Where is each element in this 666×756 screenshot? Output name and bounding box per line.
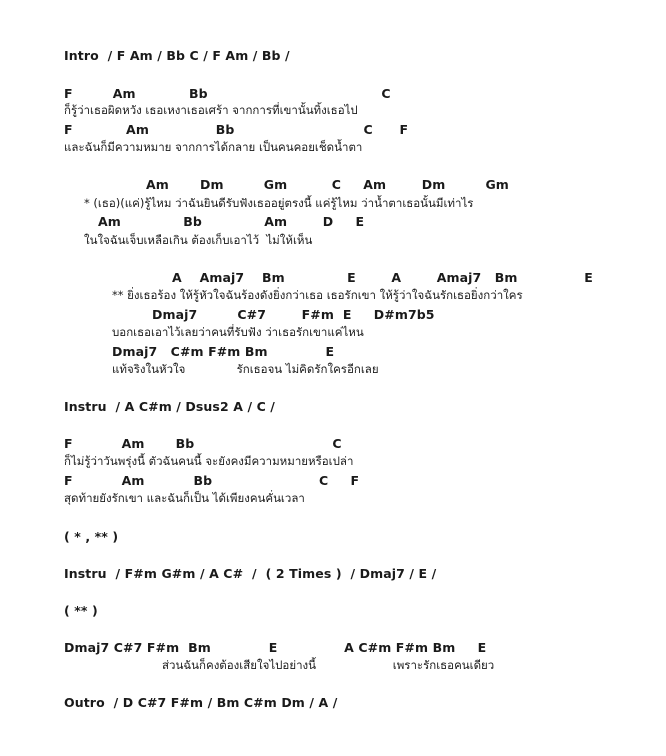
lyric-line: ก็ไม่รู้ว่าวันพรุ่งนี้ ตัวฉันคนนี้ จะยังคงมีความหมายหรือเปล่า — [64, 454, 354, 468]
chord-line: A Amaj7 Bm E A Amaj7 Bm E — [172, 270, 593, 285]
lyric-line: แท้จริงในหัวใจ รักเธอจน ไม่คิดรักใครอีกเลย — [112, 362, 379, 376]
chord-line: F Am Bb C — [64, 86, 391, 101]
lyric-line: ** ยิ่งเธอร้อง ให้รู้หัวใจฉันร้องดังยิ่งกว่าเธอ เธอรักเขา ให้รู้ว่าใจฉันรักเธอยิ่งกว่าใคร — [112, 288, 523, 302]
chord-line: Am Dm Gm C Am Dm Gm — [146, 177, 509, 192]
chord-line: Am Bb Am D E — [98, 214, 365, 229]
lyric-line: บอกเธอเอาไว้เลยว่าคนที่รับฟัง ว่าเธอรักเขาแค่ไหน — [112, 325, 364, 339]
lyric-line: สุดท้ายยังรักเขา และฉันก็เป็น ได้เพียงคนคั่นเวลา — [64, 491, 305, 505]
lyric-line: ก็รู้ว่าเธอผิดหวัง เธอเหงาเธอเศร้า จากการที่เขานั้นทิ้งเธอไป — [64, 103, 358, 117]
chord-line: F Am Bb C F — [64, 473, 360, 488]
outro-line: Outro / D C#7 F#m / Bm C#m Dm / A / — [64, 695, 338, 710]
lyric-line: และฉันก็มีความหมาย จากการได้กลาย เป็นคนคอยเช็ดน้ำตา — [64, 140, 363, 154]
lyric-line: ส่วนฉันก็คงต้องเสียใจไปอย่างนี้ เพราะรักเธอคนเดียว — [162, 658, 495, 672]
instrumental-line: Instru / A C#m / Dsus2 A / C / — [64, 399, 275, 414]
repeat-marker: ( * , ** ) — [64, 529, 119, 544]
repeat-marker: ( ** ) — [64, 603, 98, 618]
lyric-line: * (เธอ)(แค่)รู้ไหม ว่าฉันยินดีรับฟังเธออยู่ตรงนี้ แค่รู้ไหม ว่าน้ำตาเธอนั้นมีเท่าไร — [84, 196, 474, 210]
intro-line: Intro / F Am / Bb C / F Am / Bb / — [64, 48, 290, 63]
chord-line: Dmaj7 C#m F#m Bm E — [112, 344, 335, 359]
chord-line: Dmaj7 C#7 F#m Bm E A C#m F#m Bm E — [64, 640, 487, 655]
chord-line: F Am Bb C F — [64, 122, 409, 137]
lyric-line: ในใจฉันเจ็บเหลือเกิน ต้องเก็บเอาไว้ ไม่ให้เห็น — [84, 233, 313, 247]
instrumental-line: Instru / F#m G#m / A C# / ( 2 Times ) / Dmaj7 / E / — [64, 566, 437, 581]
chord-line: Dmaj7 C#7 F#m E D#m7b5 — [152, 307, 435, 322]
chord-line: F Am Bb C — [64, 436, 342, 451]
